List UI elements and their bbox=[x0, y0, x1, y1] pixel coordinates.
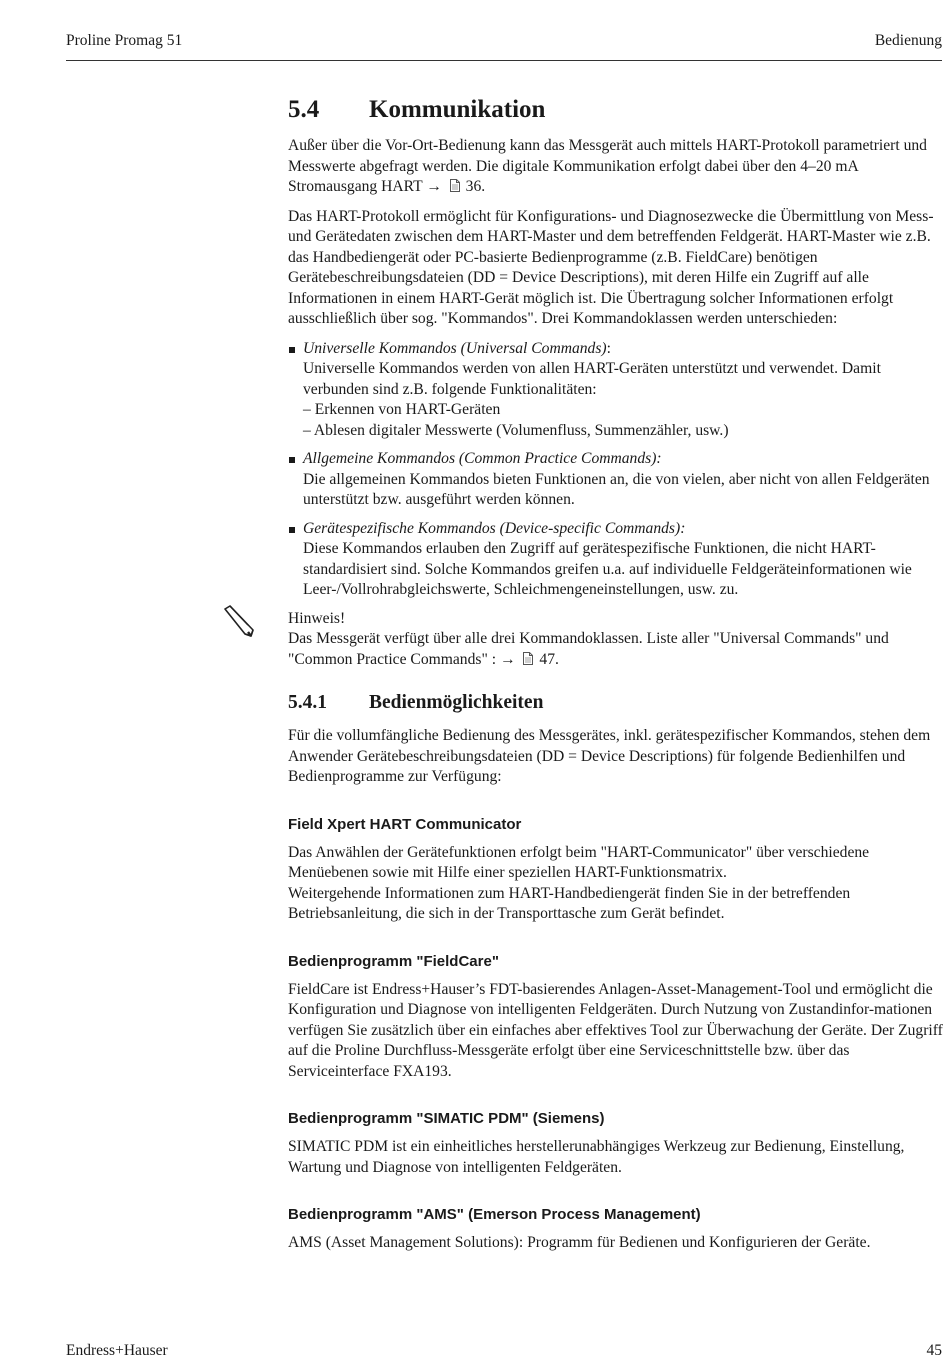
field-xpert-heading: Field Xpert HART Communicator bbox=[288, 815, 522, 833]
bullet-square-icon bbox=[289, 457, 295, 463]
paragraph-text: Außer über die Vor-Ort-Bedienung kann das Messgerät auch mittels HART-Protokoll parametriert und Messwerte abgefragt werden. Die digitale Kommunikation erfolgt dabei über den 4–20 mA Stromausgang HART bbox=[288, 137, 927, 195]
page-reference-icon bbox=[450, 179, 460, 192]
subsection-number: 5.4.1 bbox=[288, 692, 327, 713]
field-xpert-text-2: Weitergehende Informationen zum HART-Handbediengerät finden Sie in der betreffenden Betriebsanleitung, die sich in der Transporttasche zum Gerät befindet. bbox=[288, 884, 851, 922]
list-item-title: Gerätespezifische Kommandos (Device-specific Commands): bbox=[303, 519, 686, 537]
list-item bbox=[288, 339, 948, 442]
pencil-note-icon bbox=[220, 603, 260, 643]
fieldcare-heading: Bedienprogramm "FieldCare" bbox=[288, 952, 499, 970]
page-header bbox=[66, 32, 942, 61]
subsection-intro: Für die vollumfängliche Bedienung des Messgerätes, inkl. gerätespezifischer Kommandos, stehen dem Anwender Gerätebeschreibungsdateien (DD = Device Descriptions) für folgende Bedienhilfen und Bedienprogramme zur Verfügung: bbox=[288, 727, 931, 785]
subsection-heading bbox=[288, 692, 948, 717]
note-text bbox=[288, 629, 948, 670]
header-product-name: Proline Promag 51 bbox=[66, 32, 183, 49]
page-reference: 47. bbox=[539, 650, 559, 668]
note-block bbox=[288, 609, 948, 671]
list-item-body: Diese Kommandos erlauben den Zugriff auf gerätespezifische Funktionen, die nicht HART-standardisiert sind. Solche Kommandos greifen u.a. auf individuelle Feldgeräteinformationen wie Leer-/Vollrohrabgleichswerte, Schleichmengeneinstellungen, usw. zu. bbox=[303, 540, 912, 598]
header-chapter-name: Bedienung bbox=[874, 32, 942, 49]
footer-company: Endress+Hauser bbox=[66, 1342, 168, 1359]
command-classes-list bbox=[288, 339, 948, 601]
bullet-square-icon bbox=[289, 527, 295, 533]
arrow-glyph: → bbox=[426, 178, 442, 195]
note-label: Hinweis! bbox=[288, 609, 346, 627]
list-item-title: Allgemeine Kommandos (Common Practice Commands): bbox=[303, 450, 662, 467]
simatic-pdm-text: SIMATIC PDM ist ein einheitliches herstellerunabhängiges Werkzeug zur Bedienung, Einstellung, Wartung und Diagnose von intelligenten Feldgeräten. bbox=[288, 1138, 905, 1176]
list-item-title: Universelle Kommandos (Universal Commands) bbox=[303, 339, 607, 357]
field-xpert-text-1: Das Anwählen der Gerätefunktionen erfolgt beim "HART-Communicator" über verschiedene Menüebenen sowie mit Hilfe einer speziellen HART-Funktionsmatrix. bbox=[288, 843, 870, 881]
bullet-square-icon bbox=[289, 347, 295, 353]
subsection-title: Bedienmöglichkeiten bbox=[369, 692, 544, 713]
list-item bbox=[288, 449, 948, 511]
fieldcare-text: FieldCare ist Endress+Hauser’s FDT-basierendes Anlagen-Asset-Management-Tool und ermöglicht die Konfiguration und Diagnose von intelligenten Feldgeräten. Durch Nutzung von Zustandinfor-mationen verfügen Sie zusätzlich über ein einfaches aber effektives Tool zur Überwachung der Geräte. Der Zugriff auf die Proline Durchfluss-Messgeräte erfolgt über eine Serviceschnittstelle bzw. über das Serviceinterface FXA193. bbox=[288, 980, 943, 1080]
section-title: Kommunikation bbox=[369, 96, 546, 123]
section-paragraph-2: Das HART-Protokoll ermöglicht für Konfigurations- und Diagnosezwecke die Übermittlung von Mess- und Gerätedaten zwischen dem HART-Master und dem betreffenden Feldgerät. HART-Master wie z.B. das Handbediengerät oder PC-basierte Bedienprogramme (z.B. FieldCare) benötigen Gerätebeschreibungsdateien (DD = Device Descriptions), mit deren Hilfe ein Zugriff auf alle Informationen in einem HART-Gerät möglich ist. Die Übertragung solcher Informationen erfolgt ausschließlich über sog. "Kommandos". Drei Kommandoklassen werden unterschieden: bbox=[288, 207, 934, 327]
arrow-glyph: → bbox=[499, 650, 516, 668]
section-paragraph-1 bbox=[288, 136, 948, 198]
dash-item: – Erkennen von HART-Geräten bbox=[303, 401, 501, 418]
ams-heading: Bedienprogramm "AMS" (Emerson Process Management) bbox=[288, 1206, 701, 1223]
list-item-title-suffix: : bbox=[606, 339, 611, 357]
page-content bbox=[288, 96, 948, 1263]
dash-item: – Ablesen digitaler Messwerte (Volumenfluss, Summenzähler, usw.) bbox=[303, 421, 729, 439]
ams-text: AMS (Asset Management Solutions): Programm für Bedienen und Konfigurieren der Geräte. bbox=[288, 1234, 871, 1251]
footer-page-number: 45 bbox=[926, 1342, 942, 1359]
list-item-body: Universelle Kommandos werden von allen HART-Geräten unterstützt und verwendet. Damit verbunden sind z.B. folgende Funktionalitäten: bbox=[303, 360, 881, 398]
section-number: 5.4 bbox=[288, 96, 320, 123]
note-body: Das Messgerät verfügt über alle drei Kommandoklassen. Liste aller "Universal Commands" und "Common Practice Commands" : bbox=[288, 630, 889, 668]
list-item bbox=[288, 519, 948, 601]
list-item-body: Die allgemeinen Kommandos bieten Funktionen an, die von vielen, aber nicht von allen Feldgeräten unterstützt bzw. ausgeführt werden können. bbox=[303, 470, 930, 508]
section-heading bbox=[288, 96, 948, 126]
simatic-pdm-heading: Bedienprogramm "SIMATIC PDM" (Siemens) bbox=[288, 1110, 605, 1127]
page-reference: 36. bbox=[465, 178, 486, 195]
page-reference-icon bbox=[523, 652, 533, 665]
